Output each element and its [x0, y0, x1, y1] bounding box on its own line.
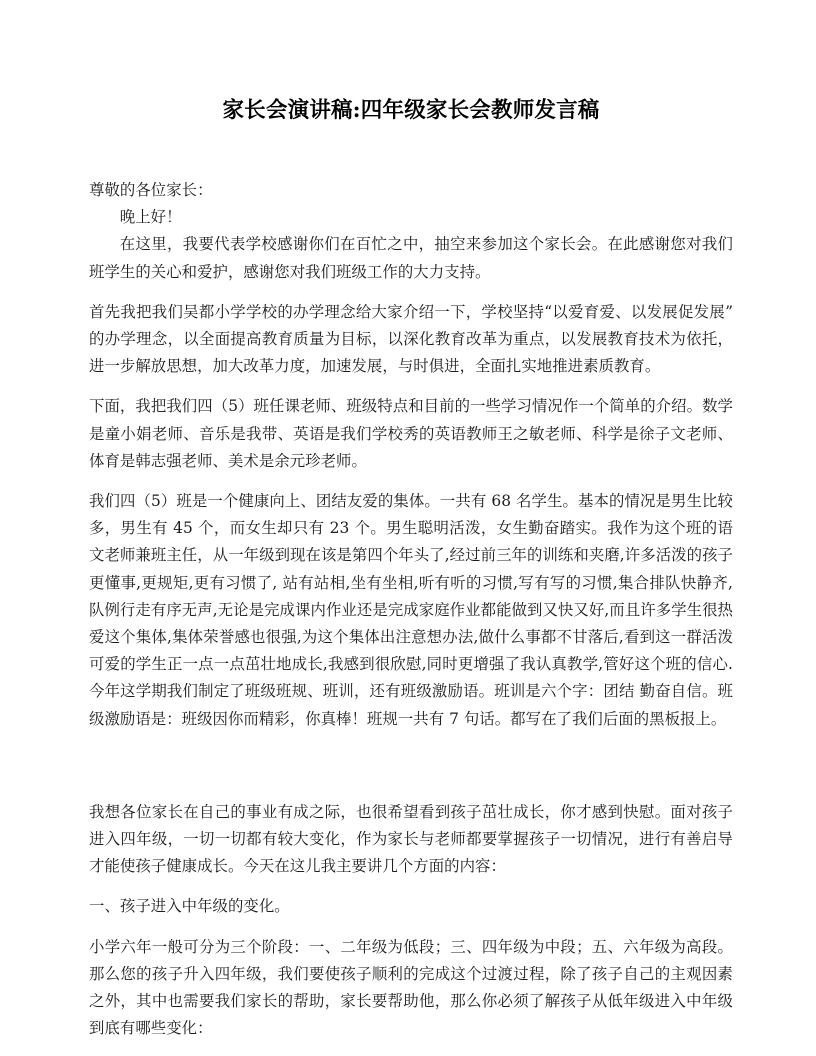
section-spacer	[89, 733, 733, 799]
section-one-body-paragraph: 小学六年一般可分为三个阶段：一、二年级为低段；三、四年级为中段；五、六年级为高段。那么您的孩子升入四年级，我们要使孩子顺利的完成这个过渡过程，除了孩子自己的主观因素之外，其中也需要我们家长的帮助，家长要帮助他，那么你必须了解孩子从低年级进入中年级到底有哪些变化：	[89, 937, 733, 1038]
paragraph-spacer-4	[89, 880, 733, 893]
opening-paragraph: 在这里，我要代表学校感谢你们在百忙之中，抽空来参加这个家长会。在此感谢您对我们班学生的关心和爱护，感谢您对我们班级工作的大力支持。	[89, 235, 733, 281]
paragraph-spacer-5	[89, 921, 733, 934]
paragraph-spacer-2	[89, 380, 733, 393]
greeting-line: 晚上好！	[119, 208, 182, 227]
section-one-heading: 一、孩子进入中年级的变化。	[89, 897, 290, 916]
paragraph-spacer-3	[89, 475, 733, 488]
parents-expectation-paragraph: 我想各位家长在自己的事业有成之际，也很希望看到孩子茁壮成长，你才感到快慰。面对孩子进入四年级，一切一切都有较大变化，作为家长与老师都要掌握孩子一切情况，进行有善启导才能使孩子健康成长。今天在这儿我主要讲几个方面的内容：	[89, 802, 733, 876]
class-description-paragraph: 我们四（5）班是一个健康向上、团结友爱的集体。一共有 68 名学生。基本的情况是男生比较多，男生有 45 个，而女生却只有 23 个。男生聪明活泼，女生勤奋踏实。我作为这个班的语文老师兼班主任，从一年级到现在该是第四个年头了,经过前三年的训练和夹磨,许多活泼的孩子更懂事,更规矩,更有习惯了, 站有站相,坐有坐相,听有听的习惯,写有写的习惯,集合排队快静齐,队例行走有序无声,无论是完成课内作业还是完成家庭作业都能做到又快又好,而且许多学生很热爱这个集体,集体荣誉感也很强,为这个集体出注意想办法,做什么事都不甘落后,看到这一群活泼可爱的学生正一点一点茁壮地成长,我感到很欣慰,同时更增强了我认真教学,管好这个班的信心. 今年这学期我们制定了班级班规、班训，还有班级激励语。班训是六个字：团结 勤奋自信。班级激励语是：班级因你而精彩，你真棒！班规一共有 7 句话。都写在了我们后面的黑板报上。	[89, 492, 733, 728]
page-title: 家长会演讲稿:四年级家长会教师发言稿	[222, 98, 600, 123]
salutation-line: 尊敬的各位家长：	[89, 181, 213, 199]
document-content	[89, 0, 733, 1042]
teachers-intro-paragraph: 下面，我把我们四（5）班任课老师、班级特点和目前的一些学习情况作一个简单的介绍。数学是童小娟老师、音乐是我带、英语是我们学校秀的英语教师王之敏老师、科学是徐子文老师、体育是韩志强老师、美术是余元珍老师。	[89, 397, 733, 470]
school-philosophy-paragraph: 首先我把我们吴都小学学校的办学理念给大家介绍一下，学校坚持“以爱育爱、以发展促发展”的办学理念，以全面提高教育质量为目标，以深化教育改革为重点，以发展教育技术为依托，进一步解放思想，加大改革力度，加速发展，与时俱进，全面扎实地推进素质教育。	[89, 302, 733, 376]
title-body-spacer	[89, 126, 733, 177]
paragraph-spacer-1	[89, 286, 733, 299]
